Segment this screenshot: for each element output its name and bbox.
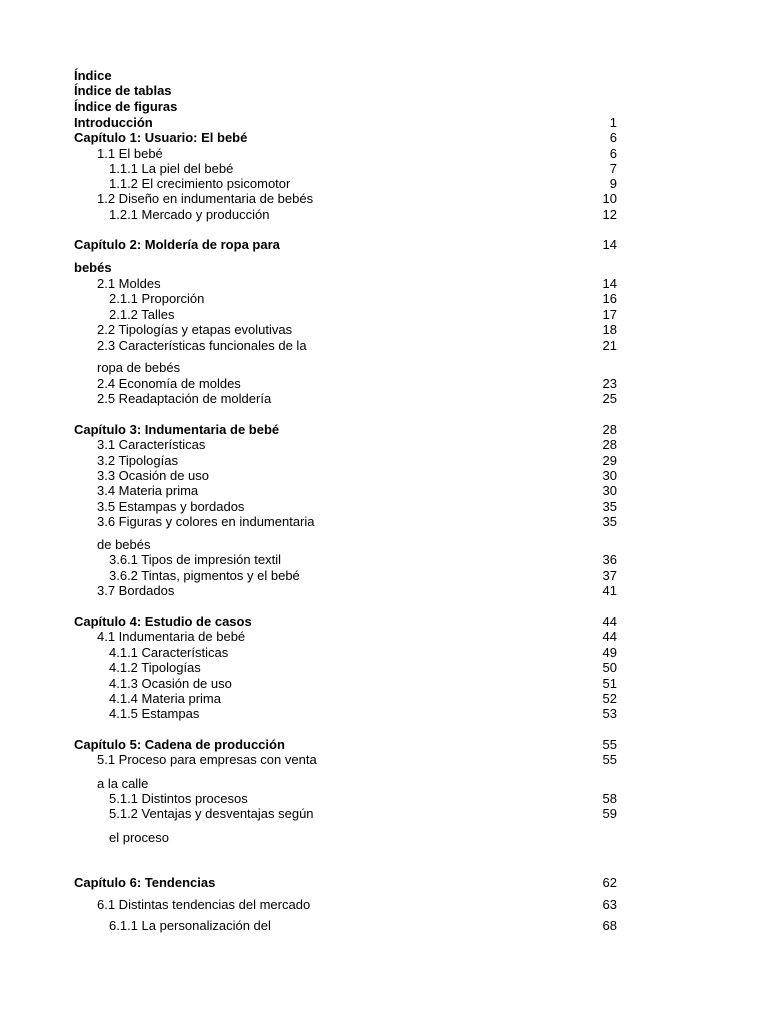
toc-label: Índice de figuras [74,99,178,114]
toc-entry [0,291,768,306]
toc-label: 1.1.2 El crecimiento psicomotor [109,176,291,191]
toc-entry [0,360,768,375]
toc-page-number: 30 [602,468,617,483]
toc-page-number: 18 [602,322,617,337]
toc-page-number: 14 [602,276,617,291]
toc-page-number: 23 [602,376,617,391]
toc-page-number: 37 [602,568,617,583]
toc-label: 3.2 Tipologías [97,453,178,468]
toc-page-number: 55 [602,737,617,752]
toc-entry [0,918,768,933]
toc-entry [0,737,768,752]
toc-entry [0,437,768,452]
toc-label: 4.1.1 Características [109,645,229,660]
toc-page-number: 62 [602,875,617,890]
toc-label: 2.1 Moldes [97,276,161,291]
toc-page-number: 68 [602,918,617,933]
toc-entry [0,645,768,660]
toc-page-number: 44 [602,614,617,629]
toc-entry [0,614,768,629]
toc-page-number: 36 [602,552,617,567]
toc-label: 3.6.1 Tipos de impresión textil [109,552,281,567]
toc-entry [0,660,768,675]
toc-page-number: 6 [609,146,617,161]
toc-label: 2.5 Readaptación de moldería [97,391,272,406]
toc-heading-indice-figuras [0,99,768,114]
toc-entry [0,514,768,529]
toc-page-number: 7 [609,161,617,176]
toc-label: ropa de bebés [97,360,181,375]
toc-entry [0,161,768,176]
toc-entry [0,752,768,767]
toc-page-number: 17 [602,307,617,322]
toc-entry [0,468,768,483]
toc-entry [0,875,768,890]
toc-entry [0,146,768,161]
toc-page-number: 49 [602,645,617,660]
toc-heading-indice-tablas [0,83,768,98]
toc-page-number: 50 [602,660,617,675]
toc-page-number: 28 [602,437,617,452]
toc-entry [0,706,768,721]
toc-entry [0,322,768,337]
toc-label: 3.4 Materia prima [97,483,199,498]
toc-label: 4.1 Indumentaria de bebé [97,629,246,644]
toc-label: 5.1 Proceso para empresas con venta [97,752,317,767]
toc-entry [0,207,768,222]
toc-label: Índice de tablas [74,83,172,98]
toc-label: 3.3 Ocasión de uso [97,468,210,483]
toc-page-number: 41 [602,583,617,598]
toc-entry [0,130,768,145]
toc-label: 1.2.1 Mercado y producción [109,207,270,222]
toc-page-number: 58 [602,791,617,806]
toc-label: 2.4 Economía de moldes [97,376,241,391]
toc-label: 5.1.1 Distintos procesos [109,791,248,806]
toc-page-number: 16 [602,291,617,306]
toc-page-number: 44 [602,629,617,644]
toc-entry [0,537,768,552]
toc-label: 4.1.4 Materia prima [109,691,221,706]
toc-page-number: 30 [602,483,617,498]
toc-label: Capítulo 3: Indumentaria de bebé [74,422,280,437]
toc-label: 2.1.2 Talles [109,307,175,322]
toc-label: 6.1 Distintas tendencias del mercado [97,897,311,912]
toc-label: el proceso [109,830,169,845]
toc-label: Capítulo 5: Cadena de producción [74,737,285,752]
toc-entry [0,483,768,498]
toc-label: 2.3 Características funcionales de la [97,338,307,353]
toc-page-number: 52 [602,691,617,706]
toc-entry [0,176,768,191]
toc-entry [0,191,768,206]
toc-page-number: 59 [602,806,617,821]
toc-entry [0,453,768,468]
toc-entry [0,422,768,437]
toc-entry [0,830,768,845]
toc-label: de bebés [97,537,151,552]
toc-heading-indice [0,68,768,83]
toc-label: 3.5 Estampas y bordados [97,499,245,514]
toc-entry [0,568,768,583]
toc-label: 4.1.2 Tipologías [109,660,201,675]
toc-entry [0,338,768,353]
toc-entry [0,676,768,691]
toc-page-number: 53 [602,706,617,721]
toc-label: 1.1.1 La piel del bebé [109,161,234,176]
toc-label: 3.7 Bordados [97,583,175,598]
toc-entry [0,552,768,567]
toc-label: 6.1.1 La personalización del [109,918,271,933]
toc-label: 3.6.2 Tintas, pigmentos y el bebé [109,568,300,583]
toc-page-number: 9 [609,176,617,191]
toc-label: 4.1.3 Ocasión de uso [109,676,232,691]
toc-label: Capítulo 6: Tendencias [74,875,216,890]
toc-entry [0,776,768,791]
toc-entry [0,376,768,391]
toc-label: bebés [74,260,112,275]
toc-label: 2.1.1 Proporción [109,291,205,306]
toc-entry [0,691,768,706]
toc-label: 2.2 Tipologías y etapas evolutivas [97,322,293,337]
toc-page-number: 14 [602,237,617,252]
toc-entry [0,499,768,514]
toc-page-number: 35 [602,499,617,514]
toc-label: Capítulo 1: Usuario: El bebé [74,130,248,145]
toc-entry [0,897,768,912]
toc-page-number: 1 [609,115,617,130]
toc-entry [0,276,768,291]
toc-page-number: 25 [602,391,617,406]
toc-label: Capítulo 4: Estudio de casos [74,614,252,629]
toc-entry [0,583,768,598]
toc-entry [0,115,768,130]
toc-label: 1.2 Diseño en indumentaria de bebés [97,191,314,206]
toc-entry [0,260,768,275]
toc-page-number: 35 [602,514,617,529]
toc-entry [0,391,768,406]
toc-page-number: 28 [602,422,617,437]
toc-label: Capítulo 2: Moldería de ropa para [74,237,280,252]
toc-label: Índice [74,68,112,83]
toc-page-number: 6 [609,130,617,145]
toc-entry [0,237,768,252]
toc-page-number: 55 [602,752,617,767]
toc-label: 1.1 El bebé [97,146,163,161]
toc-page-number: 29 [602,453,617,468]
toc-entry [0,629,768,644]
toc-page-number: 21 [602,338,617,353]
toc-label: 5.1.2 Ventajas y desventajas según [109,806,314,821]
toc-page-number: 10 [602,191,617,206]
toc-label: Introducción [74,115,153,130]
toc-label: 3.6 Figuras y colores en indumentaria [97,514,315,529]
toc-entry [0,806,768,821]
toc-entry [0,307,768,322]
toc-label: a la calle [97,776,149,791]
toc-entry [0,791,768,806]
toc-label: 3.1 Características [97,437,206,452]
toc-page-number: 63 [602,897,617,912]
toc-page-number: 12 [602,207,617,222]
toc-page-number: 51 [602,676,617,691]
toc-label: 4.1.5 Estampas [109,706,200,721]
